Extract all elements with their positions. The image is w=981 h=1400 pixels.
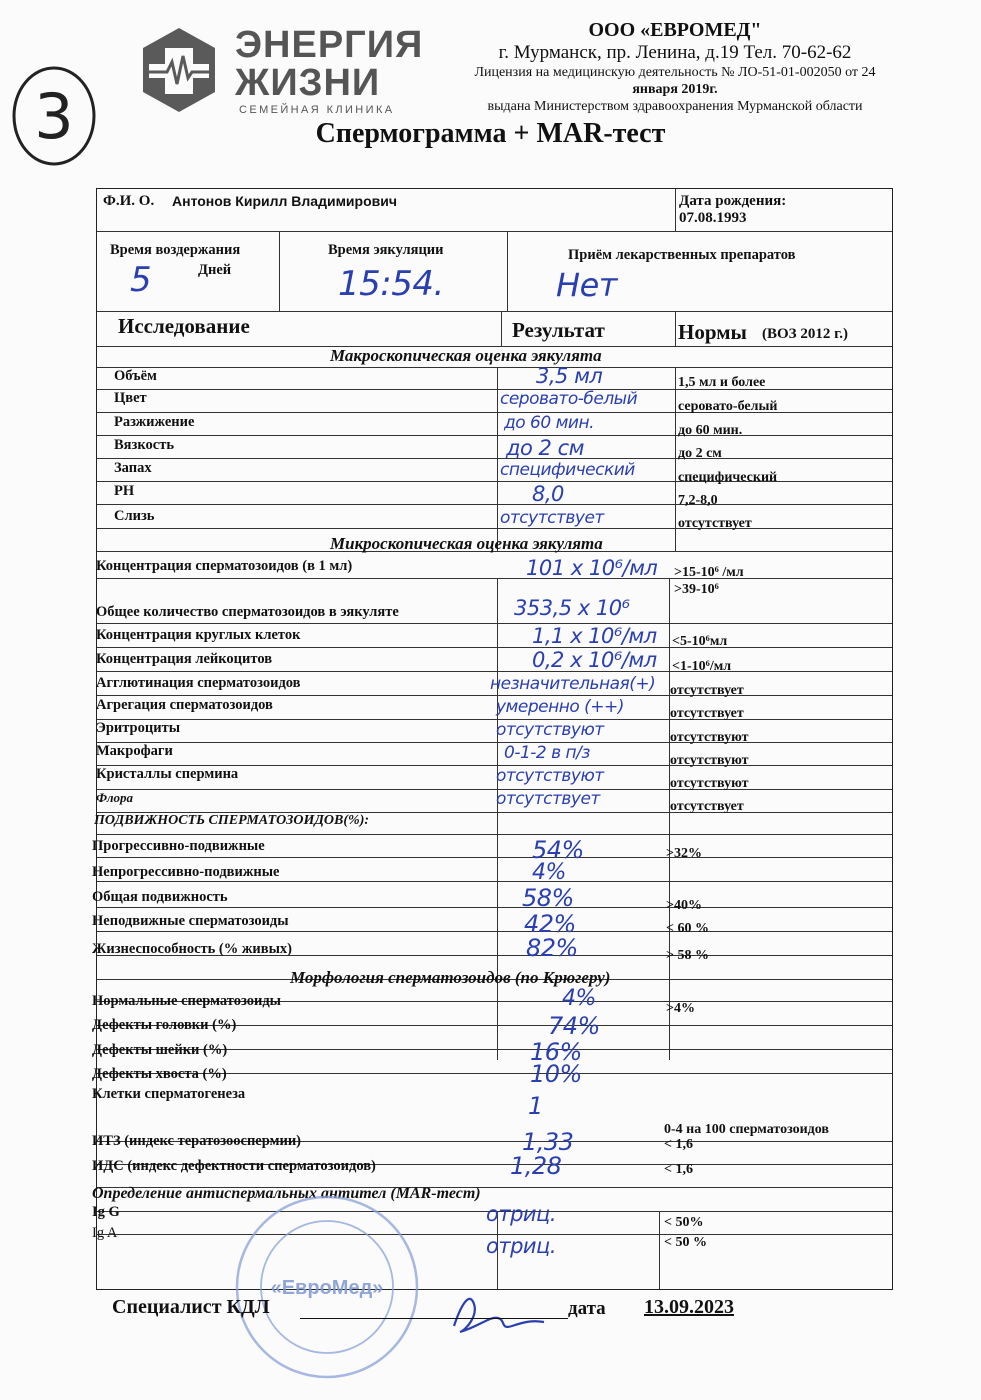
specialist-label: Специалист КДЛ: [112, 1296, 270, 1318]
norm-agglutination: отсутствует: [670, 683, 744, 698]
signature-line: [300, 1318, 568, 1319]
abstinence-label: Время воздержания: [110, 242, 241, 258]
result-tail-defects: 10%: [530, 1060, 582, 1088]
stamp-icon: [232, 1192, 422, 1382]
norm-flora: отсутствует: [670, 799, 744, 814]
norm-round-cells: <5-10⁶мл: [672, 634, 728, 649]
section-micro: Микроскопическая оценка эякулята: [330, 534, 603, 553]
clinic-stamp: [232, 1192, 422, 1382]
result-erythrocytes: отсутствуют: [496, 720, 604, 740]
page-title: Спермограмма + MAR-тест: [315, 118, 666, 149]
result-neck-defects: 16%: [530, 1038, 582, 1066]
label-tail-defects: Дефекты хвоста (%): [92, 1066, 227, 1082]
result-vitality: 82%: [526, 934, 578, 962]
result-leukocytes: 0,2 х 10⁶/мл: [532, 648, 657, 672]
norm-progressive: >32%: [666, 846, 702, 861]
section-macro: Макроскопическая оценка эякулята: [330, 346, 602, 365]
label-crystals: Кристаллы спермина: [96, 766, 239, 782]
result-igg: отриц.: [486, 1202, 557, 1226]
hand-circle-icon: [8, 62, 100, 170]
label-iga: Ig A: [92, 1225, 118, 1241]
result-round-cells: 1,1 х 10⁶/мл: [532, 624, 657, 648]
norm-macrophages: отсутствуют: [670, 753, 749, 768]
norm-spermatogenesis: 0-4 на 100 сперматозоидов: [664, 1122, 829, 1137]
ejaculation-label: Время эякуляции: [328, 242, 444, 258]
result-iga: отриц.: [486, 1234, 557, 1258]
norm-leukocytes: <1-10⁶/мл: [672, 659, 732, 674]
result-viscosity: до 2 см: [506, 436, 584, 460]
norm-aggregation: отсутствует: [670, 706, 744, 721]
signature: [440, 1282, 550, 1342]
result-spermatogenesis: 1: [528, 1092, 543, 1120]
norm-crystals: отсутствуют: [670, 776, 749, 791]
label-ids: ИДС (индекс дефектности сперматозоидов): [92, 1158, 376, 1174]
label-erythrocytes: Эритроциты: [96, 720, 181, 736]
norm-liquefaction: до 60 мин.: [678, 423, 743, 438]
dob-value: 07.08.1993: [679, 210, 747, 226]
result-flora: отсутствует: [496, 789, 600, 809]
result-crystals: отсутствуют: [496, 766, 604, 786]
label-viscosity: Вязкость: [114, 437, 174, 453]
label-agglutination: Агглютинация сперматозоидов: [96, 675, 301, 691]
norm-color: серовато-белый: [678, 399, 778, 414]
label-mucus: Слизь: [114, 508, 155, 524]
result-total-motility: 58%: [522, 884, 574, 912]
organization-header: [440, 18, 910, 115]
clinic-logo: [135, 18, 435, 118]
result-aggregation: умеренно (++): [496, 697, 624, 717]
norm-igg: < 50%: [664, 1215, 704, 1230]
norm-smell: специфический: [678, 470, 778, 485]
label-volume: Объём: [114, 368, 157, 384]
result-volume: 3,5 мл: [536, 364, 603, 388]
norm-viscosity: до 2 см: [678, 446, 722, 461]
norm-ph: 7,2-8,0: [678, 493, 718, 508]
fio-value: Антонов Кирилл Владимирович: [172, 193, 397, 209]
label-concentration: Концентрация сперматозоидов (в 1 мл): [96, 558, 353, 574]
result-itz: 1,33: [522, 1128, 574, 1156]
label-aggregation: Агрегация сперматозоидов: [96, 697, 273, 713]
label-normal-forms: Нормальные сперматозоиды: [92, 993, 281, 1009]
handwritten-circled-number: [8, 62, 100, 170]
circled-number-text: 3: [34, 80, 74, 153]
norm-mucus: отсутствует: [678, 516, 752, 531]
label-igg: Ig G: [92, 1204, 120, 1220]
ejaculation-value: 15:54.: [338, 264, 444, 304]
label-ph: PH: [114, 483, 135, 499]
label-nonprogressive: Непрогрессивно-подвижные: [92, 864, 280, 880]
result-normal-forms: 4%: [562, 986, 596, 1011]
drugs-value: Нет: [556, 266, 617, 304]
label-progressive: Прогрессивно-подвижные: [92, 838, 265, 854]
norm-total-motility: >40%: [666, 898, 702, 913]
col-norms: Нормы: [678, 320, 747, 344]
result-liquefaction: до 60 мин.: [504, 413, 594, 433]
result-head-defects: 74%: [548, 1012, 600, 1040]
result-color: серовато-белый: [500, 389, 638, 409]
org-license-1: Лицензия на медицинскую деятельность № ЛО-51-01-002050 от 24: [474, 65, 876, 80]
result-ids: 1,28: [510, 1152, 562, 1180]
section-motility: ПОДВИЖНОСТЬ СПЕРМАТОЗОИДОВ(%):: [94, 813, 370, 828]
result-nonprogressive: 4%: [532, 860, 566, 885]
date-label: дата: [568, 1298, 606, 1319]
label-flora: Флора: [96, 790, 134, 805]
org-license-2: января 2019г.: [632, 82, 718, 97]
clinic-logo-icon: [135, 26, 223, 114]
norm-total-count: >39-10⁶: [674, 582, 719, 597]
result-macrophages: 0-1-2 в п/з: [504, 743, 590, 763]
label-liquefaction: Разжижение: [114, 414, 195, 430]
result-smell: специфический: [500, 460, 635, 480]
label-immotile: Неподвижные сперматозоиды: [92, 913, 289, 929]
label-round-cells: Концентрация круглых клеток: [96, 627, 301, 643]
stamp-text: «ЕвроМед»: [270, 1277, 384, 1299]
label-vitality: Жизнеспособность (% живых): [92, 941, 292, 957]
result-total-count: 353,5 х 10⁶: [514, 596, 630, 620]
norm-ids: < 1,6: [664, 1162, 693, 1177]
col-study: Исследование: [118, 314, 250, 338]
label-itz: ИТЗ (индекс тератозооспермии): [92, 1133, 301, 1149]
logo-line-2: ЖИЗНИ: [235, 62, 381, 104]
label-macrophages: Макрофаги: [96, 743, 173, 759]
label-spermatogenesis: Клетки сперматогенеза: [92, 1086, 246, 1102]
norm-concentration: >15-10⁶ /мл: [674, 565, 744, 580]
drugs-label: Приём лекарственных препаратов: [568, 247, 796, 263]
label-neck-defects: Дефекты шейки (%): [92, 1042, 228, 1058]
result-ph: 8,0: [532, 482, 564, 506]
signature-icon: [440, 1282, 550, 1342]
col-norms-note: (ВОЗ 2012 г.): [762, 326, 848, 342]
fio-label: Ф.И. О.: [103, 193, 155, 209]
result-concentration: 101 х 10⁶/мл: [526, 556, 658, 580]
norm-immotile: < 60 %: [666, 921, 709, 936]
label-total-count: Общее количество сперматозоидов в эякуляте: [96, 604, 399, 620]
col-result: Результат: [512, 318, 605, 342]
logo-line-1: ЭНЕРГИЯ: [235, 24, 424, 66]
org-license-3: выдана Министерством здравоохранения Мурманской области: [487, 99, 863, 114]
result-progressive: 54%: [532, 836, 584, 864]
org-address: г. Мурманск, пр. Ленина, д.19 Тел. 70-62-62: [498, 42, 852, 63]
abstinence-unit: Дней: [198, 262, 232, 278]
logo-tagline: СЕМЕЙНАЯ КЛИНИКА: [239, 104, 395, 116]
norm-volume: 1,5 мл и более: [678, 375, 766, 390]
label-leukocytes: Концентрация лейкоцитов: [96, 651, 273, 667]
norm-vitality: > 58 %: [666, 948, 709, 963]
result-agglutination: незначительная(+): [490, 674, 656, 694]
norm-iga: < 50 %: [664, 1235, 707, 1250]
label-head-defects: Дефекты головки (%): [92, 1017, 237, 1033]
norm-normal-forms: >4%: [666, 1001, 695, 1016]
section-morphology: Морфология сперматозоидов (по Крюгеру): [290, 968, 611, 987]
result-immotile: 42%: [524, 910, 576, 938]
label-total-motility: Общая подвижность: [92, 889, 228, 905]
norm-itz: < 1,6: [664, 1137, 693, 1152]
date-value: 13.09.2023: [644, 1296, 734, 1318]
norm-erythrocytes: отсутствуют: [670, 730, 749, 745]
abstinence-value: 5: [130, 260, 152, 300]
dob-label: Дата рождения:: [679, 193, 787, 209]
label-color: Цвет: [114, 390, 147, 406]
label-smell: Запах: [114, 460, 152, 476]
section-mar: Определение антиспермальных антител (MAR-тест): [92, 1185, 481, 1202]
result-mucus: отсутствует: [500, 508, 604, 528]
org-name: ООО «ЕВРОМЕД": [588, 19, 762, 41]
